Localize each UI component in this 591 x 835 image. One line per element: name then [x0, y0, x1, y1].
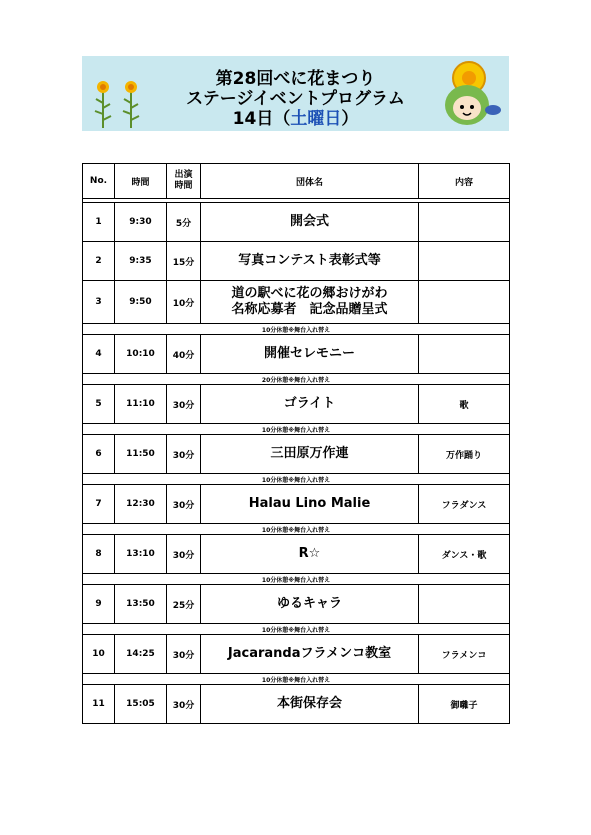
row-group-name: R☆ — [201, 535, 419, 574]
row-group-name: 開催セレモニー — [201, 335, 419, 374]
table-row — [83, 281, 510, 324]
stage-program-table — [82, 163, 510, 724]
break-note: 10分休憩※舞台入れ替え — [83, 574, 510, 585]
table-row — [83, 435, 510, 474]
row-time: 9:30 — [115, 203, 167, 242]
col-no: No. — [83, 164, 115, 199]
row-content: ダンス・歌 — [419, 535, 510, 574]
col-group-name: 団体名 — [201, 164, 419, 199]
row-group-name: 三田原万作連 — [201, 435, 419, 474]
header-banner — [82, 56, 509, 131]
row-content — [419, 203, 510, 242]
row-content: 歌 — [419, 385, 510, 424]
break-note: 10分休憩※舞台入れ替え — [83, 674, 510, 685]
row-no: 7 — [83, 485, 115, 524]
row-content — [419, 585, 510, 624]
row-no: 2 — [83, 242, 115, 281]
row-duration: 10分 — [167, 281, 201, 324]
row-time: 13:50 — [115, 585, 167, 624]
break-row — [83, 674, 510, 685]
row-content: 御囃子 — [419, 685, 510, 724]
row-content: フラダンス — [419, 485, 510, 524]
break-note: 10分休憩※舞台入れ替え — [83, 524, 510, 535]
row-content — [419, 281, 510, 324]
mascot-illustration — [429, 60, 507, 132]
row-time: 10:10 — [115, 335, 167, 374]
row-group-name: Halau Lino Malie — [201, 485, 419, 524]
row-group-name: Jacarandaフラメンコ教室 — [201, 635, 419, 674]
table-row — [83, 242, 510, 281]
col-time: 時間 — [115, 164, 167, 199]
row-no: 10 — [83, 635, 115, 674]
row-time: 14:25 — [115, 635, 167, 674]
row-content — [419, 335, 510, 374]
table-header-row — [83, 164, 510, 199]
row-group-name: 写真コンテスト表彰式等 — [201, 242, 419, 281]
break-note: 10分休憩※舞台入れ替え — [83, 474, 510, 485]
row-time: 11:10 — [115, 385, 167, 424]
row-no: 4 — [83, 335, 115, 374]
event-title: 第28回べに花まつり — [215, 69, 376, 89]
row-group-name: 開会式 — [201, 203, 419, 242]
break-row — [83, 324, 510, 335]
program-title: ステージイベントプログラム — [186, 89, 405, 109]
table-row — [83, 685, 510, 724]
break-note: 10分休憩※舞台入れ替え — [83, 624, 510, 635]
row-duration: 30分 — [167, 635, 201, 674]
row-no: 11 — [83, 685, 115, 724]
date-line: 14日（土曜日） — [232, 109, 359, 129]
row-time: 11:50 — [115, 435, 167, 474]
table-row — [83, 635, 510, 674]
row-no: 9 — [83, 585, 115, 624]
row-group-name: 道の駅べに花の郷おけがわ 名称応募者 記念品贈呈式 — [201, 281, 419, 324]
row-duration: 15分 — [167, 242, 201, 281]
row-group-name: ゆるキャラ — [201, 585, 419, 624]
break-note: 10分休憩※舞台入れ替え — [83, 424, 510, 435]
table-body — [83, 199, 510, 724]
row-duration: 30分 — [167, 435, 201, 474]
row-duration: 30分 — [167, 685, 201, 724]
break-row — [83, 574, 510, 585]
row-time: 9:35 — [115, 242, 167, 281]
row-no: 8 — [83, 535, 115, 574]
break-row — [83, 474, 510, 485]
row-duration: 30分 — [167, 385, 201, 424]
row-group-name: ゴライト — [201, 385, 419, 424]
table-row — [83, 203, 510, 242]
table-row — [83, 585, 510, 624]
row-content: 万作踊り — [419, 435, 510, 474]
table-row — [83, 385, 510, 424]
col-content: 内容 — [419, 164, 510, 199]
row-time: 12:30 — [115, 485, 167, 524]
row-group-name: 本街保存会 — [201, 685, 419, 724]
break-note: 10分休憩※舞台入れ替え — [83, 324, 510, 335]
row-duration: 25分 — [167, 585, 201, 624]
row-no: 1 — [83, 203, 115, 242]
row-time: 13:10 — [115, 535, 167, 574]
break-row — [83, 374, 510, 385]
row-content — [419, 242, 510, 281]
break-row — [83, 624, 510, 635]
table-row — [83, 535, 510, 574]
table-row — [83, 335, 510, 374]
break-row — [83, 424, 510, 435]
row-no: 5 — [83, 385, 115, 424]
break-note: 20分休憩※舞台入れ替え — [83, 374, 510, 385]
row-time: 15:05 — [115, 685, 167, 724]
row-no: 3 — [83, 281, 115, 324]
break-row — [83, 524, 510, 535]
table-row — [83, 485, 510, 524]
row-duration: 5分 — [167, 203, 201, 242]
row-duration: 30分 — [167, 535, 201, 574]
col-duration: 出演時間 — [167, 164, 201, 199]
row-content: フラメンコ — [419, 635, 510, 674]
row-duration: 40分 — [167, 335, 201, 374]
row-time: 9:50 — [115, 281, 167, 324]
row-duration: 30分 — [167, 485, 201, 524]
row-no: 6 — [83, 435, 115, 474]
